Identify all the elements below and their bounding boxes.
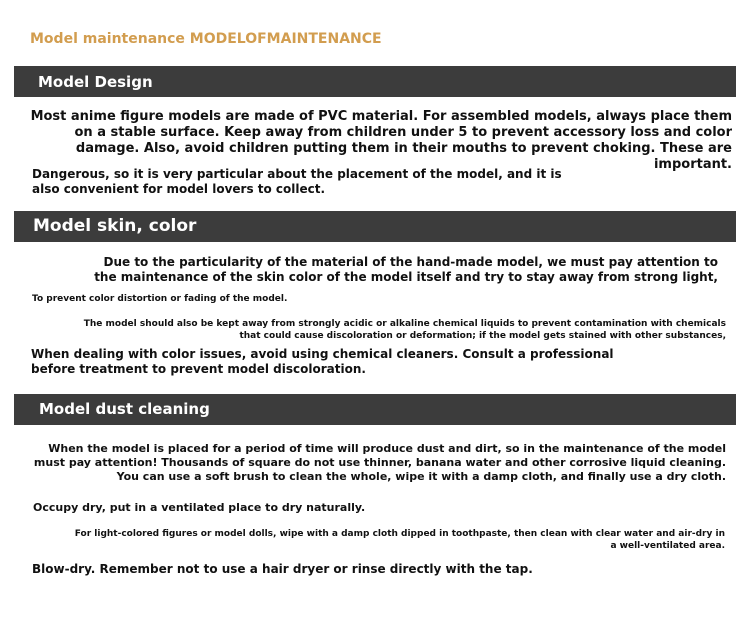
page-title: Model maintenance MODELOFMAINTENANCE	[30, 31, 382, 47]
paragraph-skin-color-2: To prevent color distortion or fading of the model.	[32, 294, 288, 304]
paragraph-dust-cleaning-3: For light-colored figures or model dolls, wipe with a damp cloth dipped in toothpaste, then clean with clear water and air-dry in a well-ventilated area.	[74, 529, 725, 551]
section-heading: Model skin, color	[33, 216, 197, 236]
paragraph-model-design-2: Dangerous, so it is very particular about the placement of the model, and it is also convenient for model lovers to collect.	[32, 167, 562, 196]
paragraph-dust-cleaning-4: Blow-dry. Remember not to use a hair dryer or rinse directly with the tap.	[32, 562, 533, 576]
paragraph-skin-color-3: The model should also be kept away from strongly acidic or alkaline chemical liquids to prevent contamination with chemicals that could cause discoloration or deformation; if the model gets stained with other substances,	[83, 319, 726, 341]
paragraph-model-design-1: Most anime figure models are made of PVC material. For assembled models, always place them on a stable surface. Keep away from children under 5 to prevent accessory loss and color damage. Also, avoid children putting them in their mouths to prevent choking. These are important.	[30, 109, 732, 172]
section-header-dust-cleaning	[14, 394, 736, 425]
paragraph-dust-cleaning-1: When the model is placed for a period of time will produce dust and dirt, so in the maintenance of the model must pay attention! Thousands of square do not use thinner, banana water and other corrosive liquid cleaning. You can use a soft brush to clean the whole, wipe it with a damp cloth, and finally use a dry cloth.	[33, 442, 726, 483]
paragraph-skin-color-1: Due to the particularity of the material of the hand-made model, we must pay attention to the maintenance of the skin color of the model itself and try to stay away from strong light,	[94, 255, 718, 284]
section-heading: Model Design	[38, 73, 153, 91]
section-header-model-design	[14, 66, 736, 97]
section-heading: Model dust cleaning	[39, 400, 210, 418]
paragraph-skin-color-4: When dealing with color issues, avoid using chemical cleaners. Consult a professional before treatment to prevent model discoloration.	[31, 347, 614, 376]
section-header-skin-color	[14, 211, 736, 242]
paragraph-dust-cleaning-2: Occupy dry, put in a ventilated place to dry naturally.	[33, 501, 366, 514]
